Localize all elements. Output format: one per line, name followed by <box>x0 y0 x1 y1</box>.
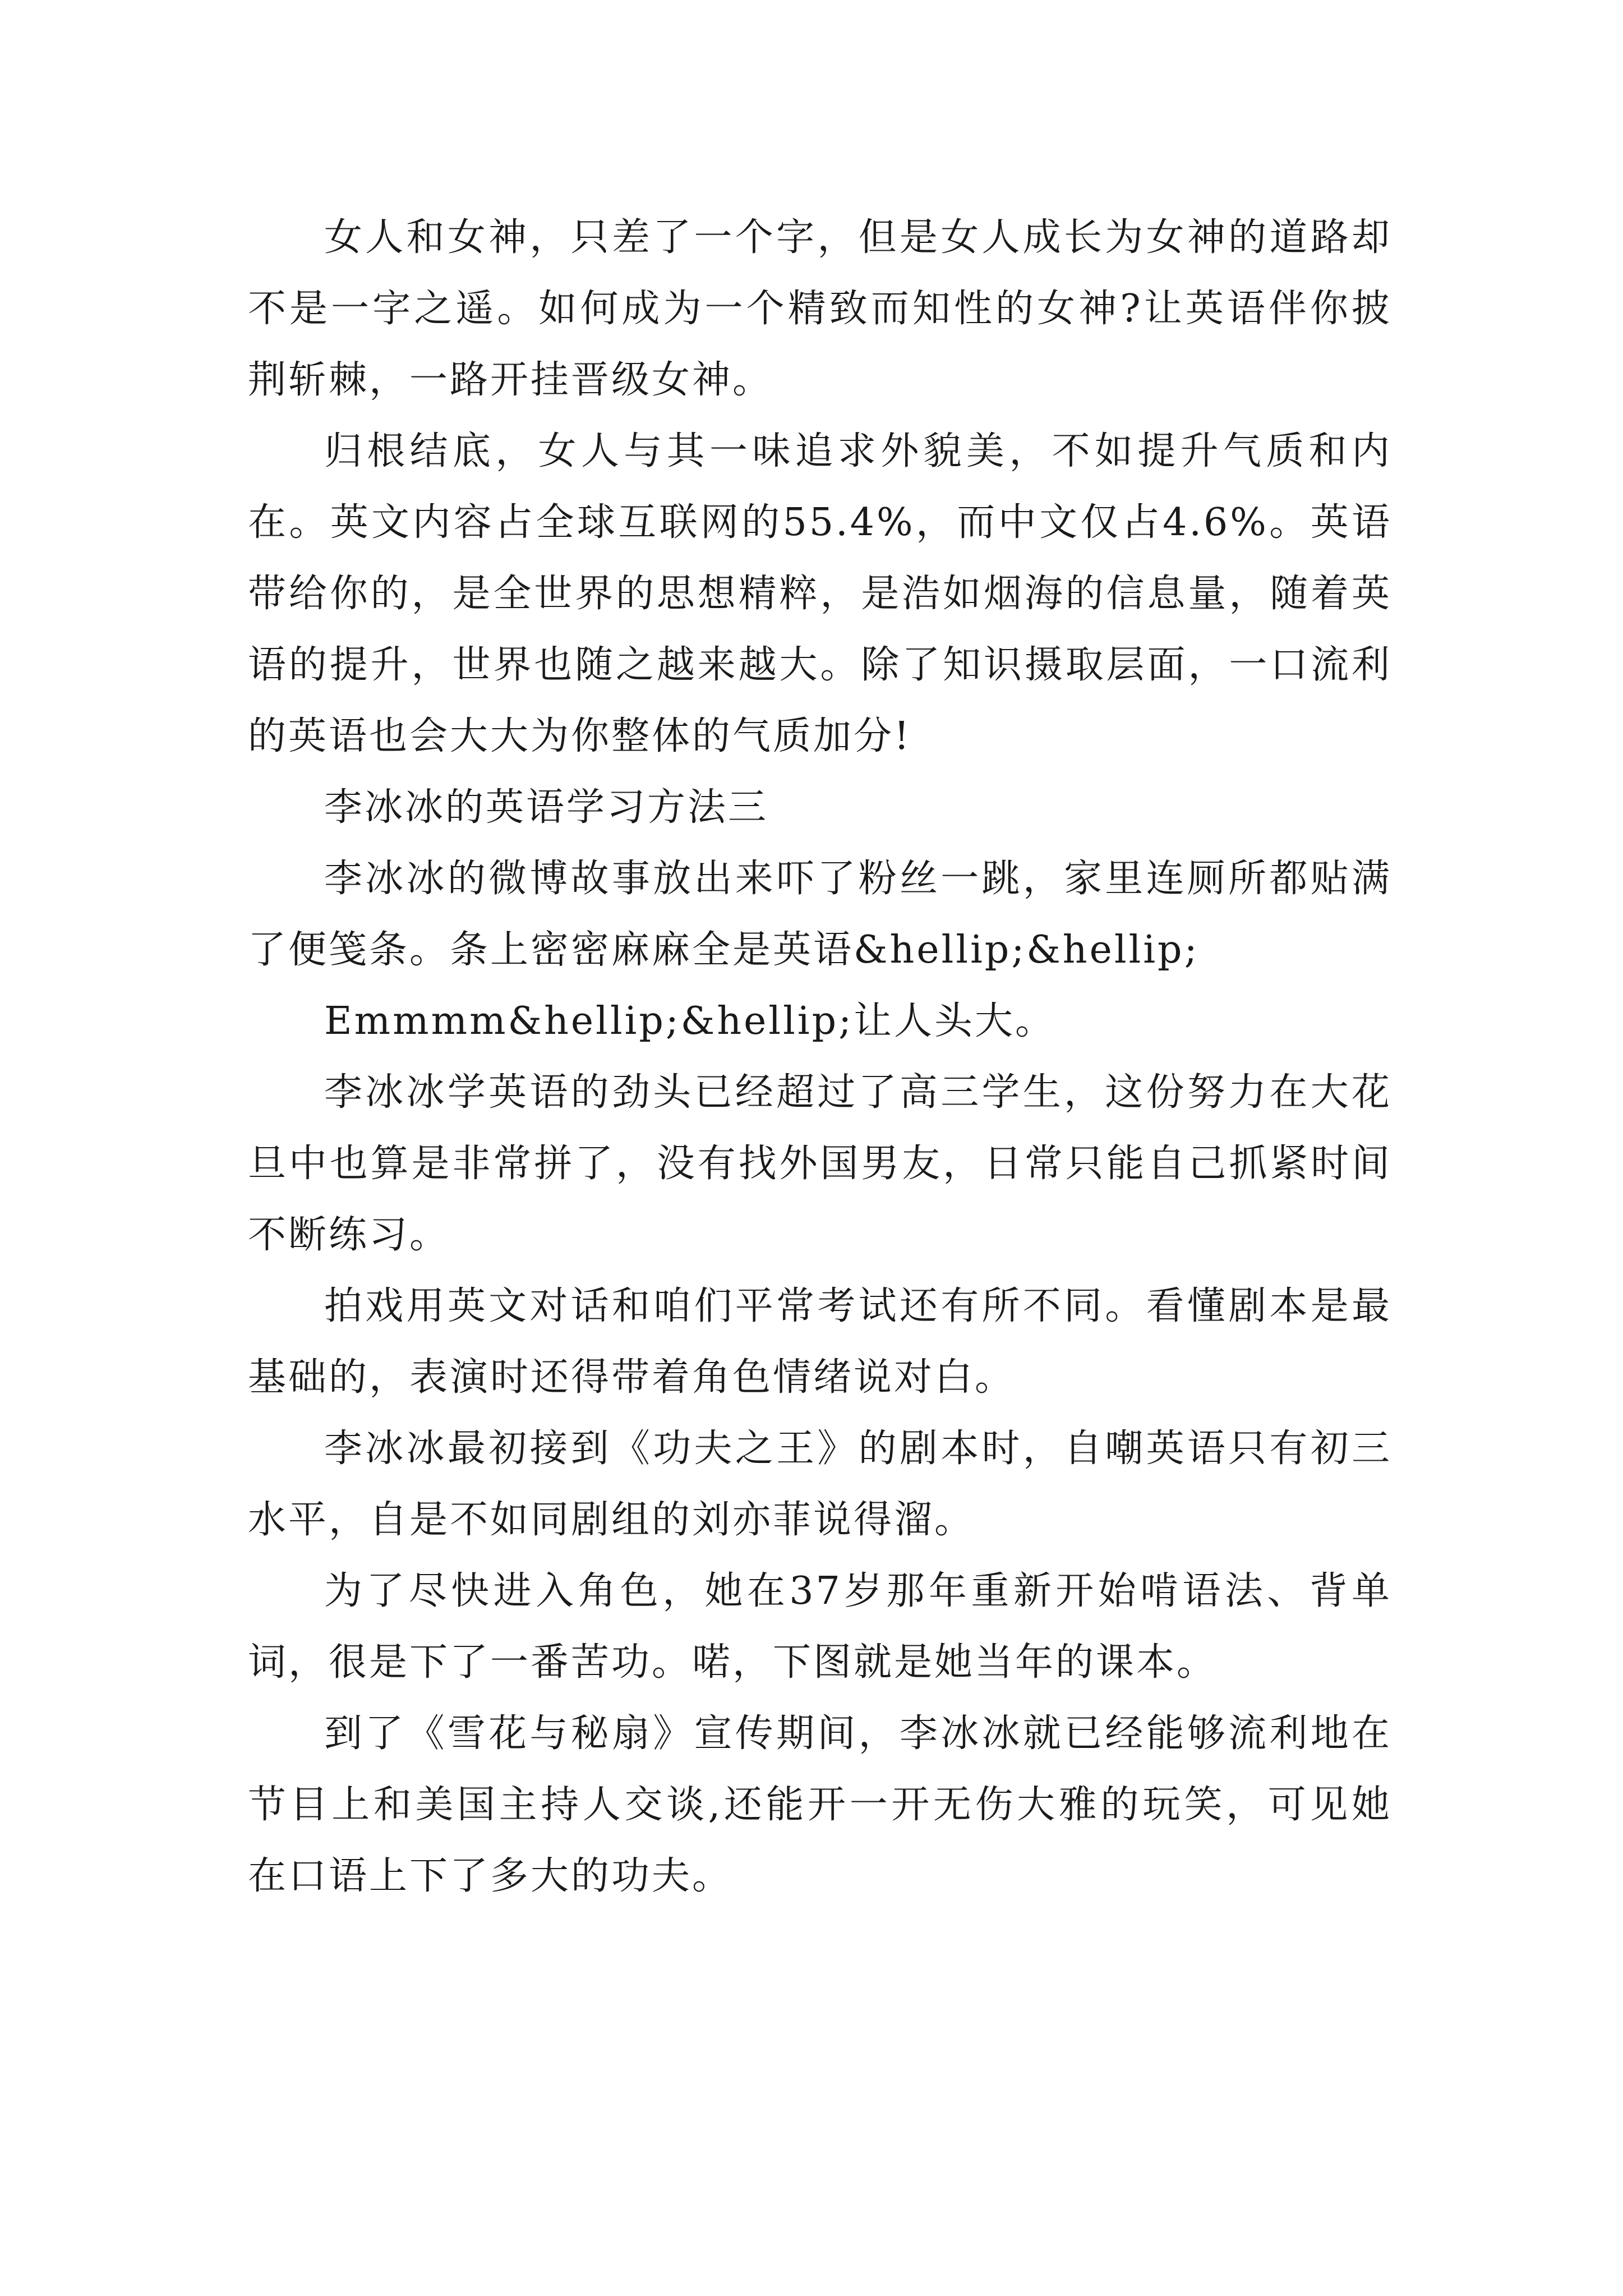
paragraph-emmmm: Emmmm&hellip;&hellip;让人头大。 <box>324 999 1056 1043</box>
paragraph-goddess-intro: 女人和女神，只差了一个字，但是女人成长为女神的道路却不是一字之遥。如何成为一个精致而知性的女神?让英语伴你披荆斩棘，一路开挂晋级女神。 <box>248 215 1392 402</box>
paragraph-weibo-story: 李冰冰的微博故事放出来吓了粉丝一跳，家里连厕所都贴满了便笺条。条上密密麻麻全是英语&hellip;&hellip; <box>248 857 1392 972</box>
section-heading: 李冰冰的英语学习方法三 <box>324 785 769 830</box>
paragraph-acting-dialogue: 拍戏用英文对话和咱们平常考试还有所不同。看懂剧本是最基础的，表演时还得带着角色情绪说对白。 <box>248 1284 1392 1400</box>
paragraph-grammar-study: 为了尽快进入角色，她在37岁那年重新开始啃语法、背单词，很是下了一番苦功。喏，下图就是她当年的课本。 <box>248 1569 1392 1685</box>
paragraph-effort: 李冰冰学英语的劲头已经超过了高三学生，这份努力在大花旦中也算是非常拼了，没有找外国男友，日常只能自己抓紧时间不断练习。 <box>248 1070 1392 1257</box>
paragraph-english-content: 归根结底，女人与其一味追求外貌美，不如提升气质和内在。英文内容占全球互联网的55.4%，而中文仅占4.6%。英语带给你的，是全世界的思想精粹，是浩如烟海的信息量，随着英语的提升，世界也随之越来越大。除了知识摄取层面，一口流利的英语也会大大为你整体的气质加分! <box>248 429 1392 758</box>
document-body <box>248 202 1392 1912</box>
paragraph-kungfu-king: 李冰冰最初接到《功夫之王》的剧本时，自嘲英语只有初三水平，自是不如同剧组的刘亦菲说得溜。 <box>248 1427 1392 1542</box>
paragraph-snow-flower: 到了《雪花与秘扇》宣传期间，李冰冰就已经能够流利地在节目上和美国主持人交谈,还能开一开无伤大雅的玩笑，可见她在口语上下了多大的功夫。 <box>248 1711 1392 1898</box>
